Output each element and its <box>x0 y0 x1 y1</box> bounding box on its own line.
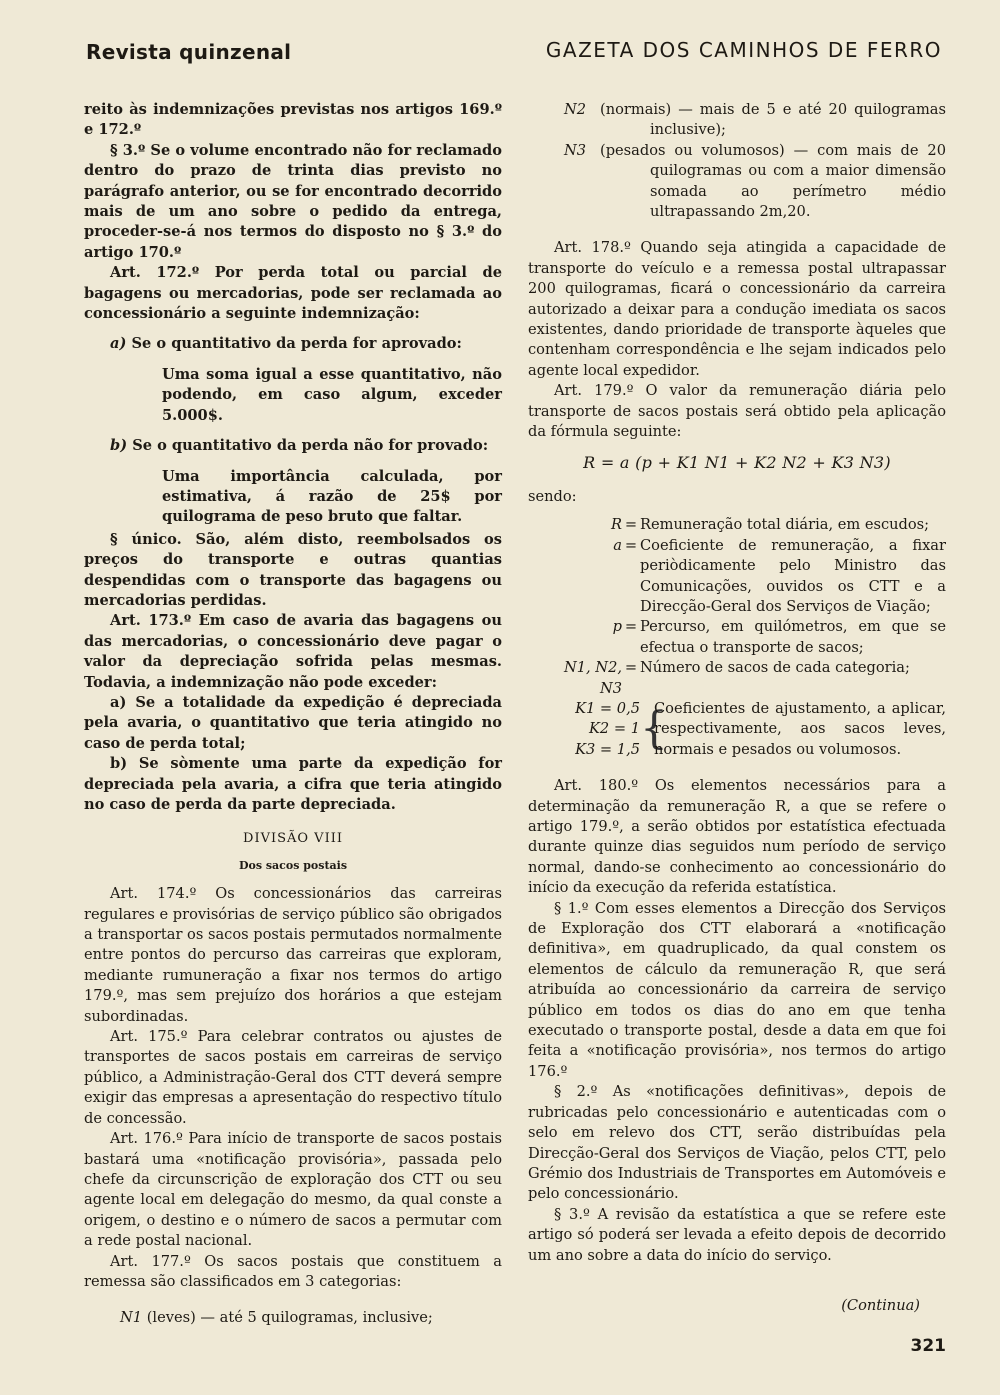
paragraph: Art. 173.º Em caso de avaria das bagagens ou das mercadorias, o concessionário deve pagar o valor da depreciação sofrida pelas mesmas. Todavia, a indemnização não pode exceder: <box>84 612 502 691</box>
list-item-a <box>110 334 502 354</box>
coefficients-block <box>548 699 946 760</box>
definition-key: N1, N2, N3 <box>563 659 622 697</box>
category-n2 <box>564 100 946 141</box>
paragraph: a) Se a totalidade da expedição é depreciada pela avaria, o quantitativo que teria atingido no caso de perda total; <box>84 693 502 752</box>
paragraph: Art. 172.º Por perda total ou parcial de bagagens ou mercadorias, pode ser reclamada ao concessionário a seguinte indemnização: <box>84 264 502 323</box>
category-n1 <box>120 1308 502 1328</box>
paragraph: Art. 180.º Os elementos necessários para a determinação da remuneração R, a que se refere o artigo 179.º, a serão obtidos por estatística efectuada durante quinze dias seguidos num período de serviço normal, dando-se conhecimento ao concessionário do início da execução da referida estatística. <box>528 777 946 897</box>
coefficient-k1: K1 = 0,5 <box>575 699 640 717</box>
running-header-left: Revista quinzenal <box>86 40 292 64</box>
paragraph: reito às indemnizações previstas nos artigos 169.º e 172.º <box>84 101 502 139</box>
definition-item <box>548 536 946 618</box>
equals-sign: = <box>624 618 638 636</box>
category-text: (pesados ou volumosos) — com mais de 20 quilogramas ou com a maior dimensão somada ao perímetro médio ultrapassando 2m,20. <box>600 141 946 221</box>
division-subheading: Dos sacos postais <box>238 858 348 872</box>
definitions-list <box>528 515 946 699</box>
definition-text: Remuneração total diária, em escudos; <box>640 516 930 534</box>
division-heading: DIVISÃO VIII <box>243 831 343 847</box>
brace-icon: { <box>640 702 668 754</box>
coefficient-description: Coeficientes de ajustamento, a aplicar, respectivamente, aos sacos leves, normais e pesados ou volumosos. <box>654 699 946 758</box>
category-text: (normais) — mais de 5 e até 20 quilogramas inclusive); <box>600 101 946 139</box>
equals-sign: = <box>624 536 638 554</box>
definition-item <box>548 658 946 699</box>
category-key: N1 <box>120 1309 143 1327</box>
definition-item <box>548 617 946 658</box>
equals-sign: = <box>624 659 638 677</box>
paragraph: Art. 175.º Para celebrar contratos ou ajustes de transportes de sacos postais em carreiras de serviço público, a Administração-Geral dos CTT deverá sempre exigir das empresas a apresentação do respectivo título de concessão. <box>84 1028 502 1127</box>
paragraph: b) Se sòmente uma parte da expedição for depreciada pela avaria, a cifra que teria atingido no caso de perda da parte depreciada. <box>84 755 502 813</box>
definition-text: Número de sacos de cada categoria; <box>640 659 910 677</box>
list-item-b <box>110 436 502 456</box>
definition-key: p <box>612 618 622 636</box>
coefficient-k2: K2 = 1 <box>589 720 640 738</box>
item-text: Se o quantitativo da perda não for provado: <box>132 437 489 455</box>
paragraph: § 1.º Com esses elementos a Direcção dos Serviços de Exploração dos CTT elaborará a «notificação definitiva», em quadruplicado, da qual constem os elementos de cálculo da remuneração R, que será atribuída ao concessionário da carreira de serviço público em todos os dias do ano em que tenha executado o transporte postal, desde a data em que foi feita a «notificação provisória», nos termos do artigo 176.º <box>528 899 946 1080</box>
item-label: b) <box>110 437 128 455</box>
paragraph: § 2.º As «notificações definitivas», depois de rubricadas pelo concessionário e autenticadas com o selo em relevo dos CTT, serão distribuídas pela Direcção-Geral dos Serviços de Viação, pelos CTT, pelo Grémio dos Industriais de Transportes em Automóveis e pelo concessionário. <box>528 1083 946 1203</box>
journal-title-header: GAZETA DOS CAMINHOS DE FERRO <box>545 38 942 62</box>
left-column <box>84 100 502 1329</box>
sendo-label: sendo: <box>528 487 577 505</box>
coefficient-k3: K3 = 1,5 <box>575 740 640 758</box>
paragraph: Art. 178.º Quando seja atingida a capacidade de transporte do veículo e a remessa postal ultrapassar 200 quilogramas, ficará o concessionário da carreira autorizado a deixar para a condução imediata os sacos existentes, dando prioridade de transporte àqueles que contenham correspondência e lhe sejam indicados pelo agente local expedidor. <box>528 239 946 379</box>
paragraph: Art. 177.º Os sacos postais que constituem a remessa são classificados em 3 categorias: <box>84 1252 502 1290</box>
paragraph: § único. São, além disto, reembolsados os preços do transporte e outras quantias despendidas com o transporte das bagagens ou mercadorias perdidas. <box>84 530 502 609</box>
quote-block: Uma soma igual a esse quantitativo, não podendo, em caso algum, exceder 5.000$. <box>162 365 502 424</box>
definition-text: Coeficiente de remuneração, a fixar periòdicamente pelo Ministro das Comunicações, ouvidos os CTT e a Direcção-Geral dos Serviços de Viação; <box>640 536 946 615</box>
page-number: 321 <box>910 1336 946 1356</box>
paragraph: § 3.º A revisão da estatística a que se refere este artigo só poderá ser levada a efeito depois de decorrido um ano sobre a data do início do serviço. <box>528 1205 946 1264</box>
item-label: a) <box>110 335 127 353</box>
equals-sign: = <box>624 516 638 534</box>
continued-note: (Continua) <box>841 1296 920 1314</box>
paragraph: Art. 176.º Para início de transporte de sacos postais bastará uma «notificação provisória», passada pelo chefe da circunscrição de exploração dos CTT ou seu agente local em delegação do mesmo, da qual conste a origem, o destino e o número de sacos a permutar com a rede postal nacional. <box>84 1130 502 1250</box>
coefficient-values <box>548 699 640 760</box>
paragraph: Art. 174.º Os concessionários das carreiras regulares e provisórias de serviço público são obrigados a transportar os sacos postais permutados normalmente entre pontos do percurso das carreiras que exploram, mediante rumuneração a fixar nos termos do artigo 179.º, mas sem prejuízo dos horários a que estejam subordinadas. <box>84 885 502 1025</box>
paragraph: § 3.º Se o volume encontrado não for reclamado dentro do prazo de trinta dias previsto no parágrafo anterior, ou se for encontrado decorrido mais de um ano sobre o pedido da entrega, proceder-se-á nos termos do disposto no § 3.º do artigo 170.º <box>84 141 502 261</box>
category-n3 <box>564 141 946 223</box>
remuneration-formula: R = a (p + K1 N1 + K2 N2 + K3 N3) <box>583 452 891 472</box>
right-column <box>528 100 946 1316</box>
definition-key: a <box>613 536 622 554</box>
definition-key: R <box>611 516 622 534</box>
paragraph: Art. 179.º O valor da remuneração diária pelo transporte de sacos postais será obtido pela aplicação da fórmula seguinte: <box>528 382 946 441</box>
quote-block: Uma importância calculada, por estimativa, á razão de 25$ por quilograma de peso bruto que faltar. <box>162 467 502 526</box>
category-key: N3 <box>564 141 587 159</box>
item-text: Se o quantitativo da perda for aprovado: <box>131 335 462 353</box>
category-text: (leves) — até 5 quilogramas, inclusive; <box>146 1309 433 1327</box>
definition-item <box>548 515 946 535</box>
definition-text: Percurso, em quilómetros, em que se efectua o transporte de sacos; <box>640 618 946 656</box>
category-key: N2 <box>564 101 587 118</box>
